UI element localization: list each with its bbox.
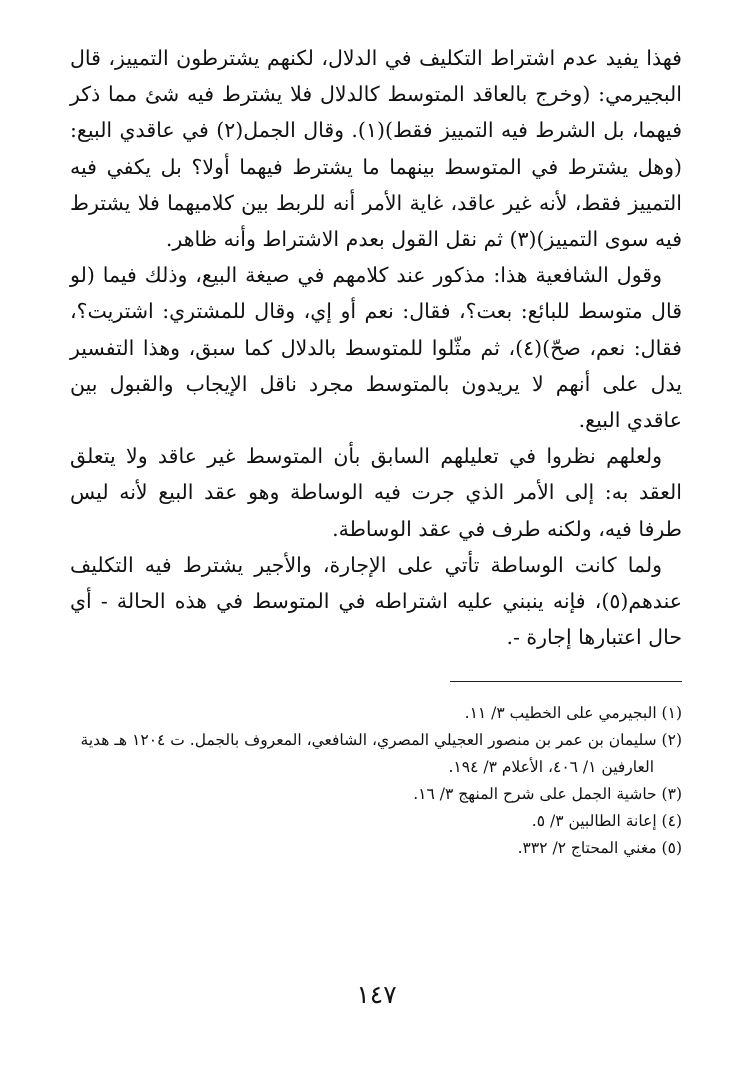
footnote-4: (٤) إعانة الطالبين ٣/ ٥. [531, 812, 682, 831]
footnotes [70, 700, 682, 862]
footnote-2-continuation: العارفين ١/ ٤٠٦، الأعلام ٣/ ١٩٤. [448, 758, 654, 777]
main-text [70, 40, 682, 655]
footnote-2: (٢) سليمان بن عمر بن منصور العجيلي المصري، الشافعي، المعروف بالجمل. ت ١٢٠٤ هـ هدية [80, 731, 682, 750]
paragraph-2: وقول الشافعية هذا: مذكور عند كلامهم في صيغة البيع، وذلك فيما (لو قال متوسط للبائع: بعت؟، فقال: نعم أو إي، وقال للمشتري: اشتريت؟، فقال: نعم، صحّ)(٤)، ثم مثّلوا للمتوسط بالدلال كما سبق، وهذا التفسير يدل على أنهم لا يريدون بالمتوسط مجرد ناقل الإيجاب والقبول بين عاقدي البيع. [70, 263, 682, 433]
footnote-1: (١) البجيرمي على الخطيب ٣/ ١١. [464, 704, 682, 723]
paragraph-3: ولعلهم نظروا في تعليلهم السابق بأن المتوسط غير عاقد ولا يتعلق العقد به: إلى الأمر الذي جرت فيه الوساطة وهو عقد البيع لأنه ليس طرفا فيه، ولكنه طرف في عقد الوساطة. [70, 444, 682, 541]
footnote-3: (٣) حاشية الجمل على شرح المنهج ٣/ ١٦. [413, 785, 682, 804]
paragraph-1: فهذا يفيد عدم اشتراط التكليف في الدلال، لكنهم يشترطون التمييز، قال البجيرمي: (وخرج بالعاقد المتوسط كالدلال فلا يشترط فيه شئ مما ذكر فيهما، بل الشرط فيه التمييز فقط)(١). وقال الجمل(٢) في عاقدي البيع: (وهل يشترط في المتوسط بينهما ما يشترط فيهما أولا؟ بل يكفي فيه التمييز فقط، لأنه غير عاقد، غاية الأمر أنه للربط بين كلاميهما فلا يشترط فيه سوى التمييز)(٣) ثم نقل القول بعدم الاشتراط وأنه ظاهر. [70, 46, 682, 252]
page-content [70, 40, 682, 862]
footnote-5: (٥) مغني المحتاج ٢/ ٣٣٢. [517, 839, 682, 858]
footnote-divider [450, 681, 682, 682]
paragraph-4: ولما كانت الوساطة تأتي على الإجارة، والأجير يشترط فيه التكليف عندهم(٥)، فإنه ينبني عليه اشتراطه في المتوسط في هذه الحالة - أي حال اعتبارها إجارة -. [70, 552, 682, 650]
page-number: ١٤٧ [356, 980, 397, 1009]
